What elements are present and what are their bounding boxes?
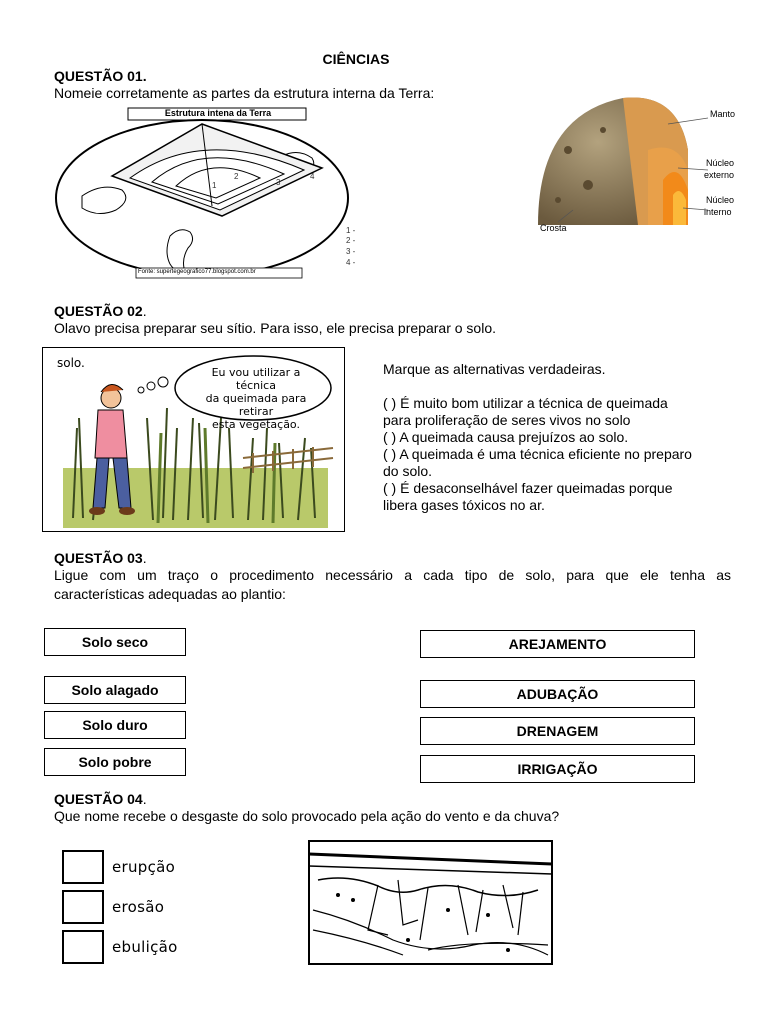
soil-box-duro[interactable]: Solo duro xyxy=(44,711,186,739)
label-nucleo-externo-1: Núcleo xyxy=(706,158,735,168)
q2-option-3-line2: do solo. xyxy=(383,463,433,479)
q3-prompt-line2: características adequadas ao plantio: xyxy=(54,586,286,602)
q2-option-3-line1: ( ) A queimada é uma técnica eficiente no preparo xyxy=(383,446,692,462)
q1-heading: QUESTÃO 01. xyxy=(54,68,147,84)
q2-option-3[interactable] xyxy=(383,446,743,480)
procedure-box-irrigacao[interactable]: IRRIGAÇÃO xyxy=(420,755,695,783)
erosion-drawing xyxy=(308,840,553,965)
q2-option-4-line1: ( ) É desaconselhável fazer queimadas porque xyxy=(383,480,673,496)
layer-number-3: 3 xyxy=(276,178,281,187)
page-title: CIÊNCIAS xyxy=(322,51,390,67)
soil-box-alagado[interactable]: Solo alagado xyxy=(44,676,186,704)
layer-number-2: 2 xyxy=(234,172,239,181)
procedure-box-drenagem[interactable]: DRENAGEM xyxy=(420,717,695,745)
answer-line-label-2: 2 - xyxy=(346,236,356,245)
farmer-illustration xyxy=(42,347,345,532)
q2-heading-suffix: . xyxy=(142,303,147,319)
procedure-box-adubacao[interactable]: ADUBAÇÃO xyxy=(420,680,695,708)
label-manto: Manto xyxy=(710,109,736,119)
q2-option-4-line2: libera gases tóxicos no ar. xyxy=(383,497,545,513)
checkbox-ebulicao[interactable] xyxy=(62,930,104,964)
answer-line-label-3: 3 - xyxy=(346,247,356,256)
q2-option-1-line2: para proliferação de seres vivos no solo xyxy=(383,412,631,428)
q3-heading xyxy=(54,550,147,566)
label-nucleo-interno-1: Núcleo xyxy=(706,195,735,205)
answer-line-label-4: 4 - xyxy=(346,258,356,267)
label-crosta: Crosta xyxy=(540,223,567,233)
illustration-label: solo. xyxy=(57,356,85,370)
procedure-box-arejamento[interactable]: AREJAMENTO xyxy=(420,630,695,658)
q3-heading-suffix: . xyxy=(142,550,147,566)
label-nucleo-interno-2: interno xyxy=(704,207,732,217)
q2-option-1[interactable] xyxy=(383,395,743,429)
q4-prompt: Que nome recebe o desgaste do solo provocado pela ação do vento e da chuva? xyxy=(54,808,560,824)
layer-number-4: 4 xyxy=(310,172,315,181)
q2-option-4[interactable] xyxy=(383,480,743,514)
earth-structure-diagram xyxy=(52,106,356,282)
checkbox-erupcao[interactable] xyxy=(62,850,104,884)
speech-line-3: esta vegetação. xyxy=(212,418,300,431)
q3-prompt-line1: Ligue com um traço o procedimento necessário a cada tipo de solo, para que ele tenha as xyxy=(54,567,731,583)
answer-line-label-1: 1 - xyxy=(346,226,356,235)
speech-line-1: Eu vou utilizar a técnica xyxy=(211,366,301,392)
q1-prompt: Nomeie corretamente as partes da estrutura interna da Terra: xyxy=(54,85,435,101)
diagram-title: Estrutura intena da Terra xyxy=(164,108,272,118)
option-label-erosao: erosão xyxy=(112,898,165,916)
q2-heading xyxy=(54,303,147,319)
earth-layers-photo xyxy=(528,90,768,240)
q2-options xyxy=(383,395,743,514)
q2-instruction: Marque as alternativas verdadeiras. xyxy=(383,361,606,377)
label-nucleo-externo-2: externo xyxy=(704,170,735,180)
layer-number-1: 1 xyxy=(212,181,217,190)
soil-box-seco[interactable]: Solo seco xyxy=(44,628,186,656)
option-label-ebulicao: ebulição xyxy=(112,938,178,956)
diagram-source: Fonte: supertegeografico77.blogspot.com.br xyxy=(138,269,256,275)
q4-heading-text: QUESTÃO 04 xyxy=(54,791,143,807)
q3-heading-text: QUESTÃO 03 xyxy=(54,550,143,566)
soil-box-pobre[interactable]: Solo pobre xyxy=(44,748,186,776)
speech-line-2: da queimada para retirar xyxy=(205,392,307,418)
q2-prompt: Olavo precisa preparar seu sítio. Para isso, ele precisa preparar o solo. xyxy=(54,320,496,336)
q2-option-2[interactable] xyxy=(383,429,743,446)
q2-option-1-line1: ( ) É muito bom utilizar a técnica de queimada xyxy=(383,395,668,411)
q4-heading-suffix: . xyxy=(142,791,147,807)
q2-heading-text: QUESTÃO 02 xyxy=(54,303,143,319)
q2-option-2-line1: ( ) A queimada causa prejuízos ao solo. xyxy=(383,429,629,445)
q4-heading xyxy=(54,791,147,807)
checkbox-erosao[interactable] xyxy=(62,890,104,924)
speech-bubble xyxy=(191,366,321,431)
option-label-erupcao: erupção xyxy=(112,858,176,876)
